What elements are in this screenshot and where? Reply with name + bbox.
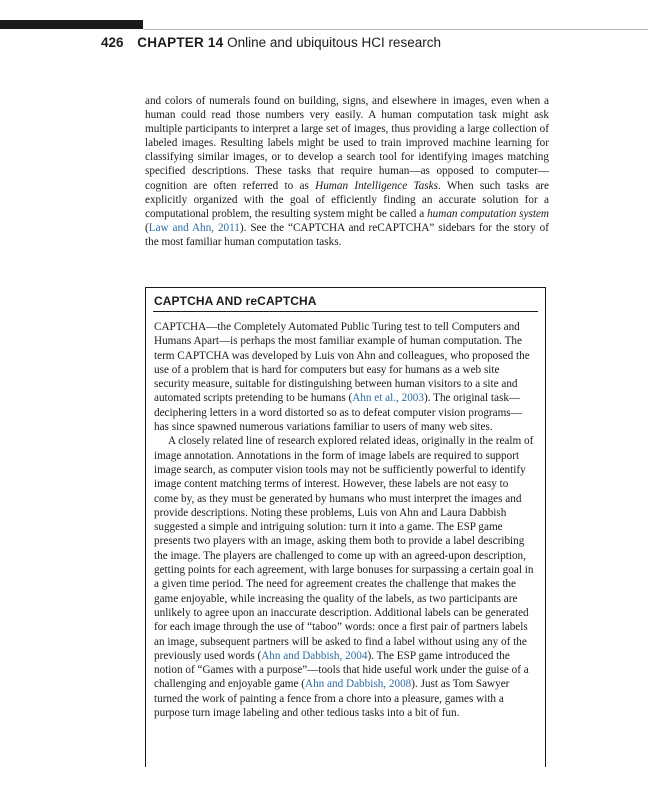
intro-text-2: . When such tasks are explicitly organized with the goal of efficiently finding an accurate solution for a computational problem, the resulting system might be called a [145,179,549,220]
sidebar-paragraph [154,320,534,434]
sidebar-divider [153,311,538,312]
header-rule [143,29,648,30]
sidebar-text: ). Just as Tom Sawyer turned the work of painting a fence from a chore into a pleasure, games with a purpose turn image labeling and other tedious tasks into a bit of fun. [154,678,510,720]
citation-link[interactable]: Law and Ahn, 2011 [148,221,240,234]
intro-text-1: and colors of numerals found on building, signs, and elsewhere in images, even when a human could read those numbers very easily. A human computation task might ask multiple participants to interpret a large set of images, thus providing a large collection of labeled images. Resulting labels might be used to train improved machine learning for classifying similar images, or to develop a search tool for identifying images matching specified descriptions. These tasks that require human—as opposed to computer—cognition are often referred to as [145,95,549,192]
chapter-label: CHAPTER 14 [137,35,224,50]
sidebar-text: ). The original task—deciphering letters in a word distorted so as to defeat computer vision programs—has since spawned numerous variations familiar to users of many web sites. [154,392,522,434]
intro-text-4: ). See the “CAPTCHA and reCAPTCHA” sidebars for the story of the most familiar human computation tasks. [145,221,549,248]
chapter-title: Online and ubiquitous HCI research [227,35,441,50]
citation-link[interactable]: Ahn and Dabbish, 2008 [304,678,412,691]
sidebar-text: A closely related line of research explored related ideas, originally in the realm of image annotation. Annotations in the form of image labels are required to support image search, as computer vision tools may not be sufficiently powerful to identify image content matching terms of interest. However, these labels are not easy to come by, as they must be generated by humans who must interpret the images and provide descriptions. Noting these problems, Luis von Ahn and Laura Dabbish suggested a simple and intriguing solution: turn it into a game. The ESP game presents two players with an image, asking them both to provide a label describing the image. The players are challenged to come up with an agreed-upon description, getting points for each agreement, with large bonuses for surpassing a certain goal in a given time period. The need for agreement creates the challenge that makes the game enjoyable, while increasing the quality of the labels, as two participants are unlikely to agree upon an inaccurate description. Additional labels can be generated for each image through the use of “taboo” words: once a first pair of partners labels an image, subsequent partners will be asked to find a label without using any of the previously used words ( [154,435,534,662]
header-bar [0,20,143,29]
intro-paragraph [145,94,549,249]
sidebar-box [145,287,546,767]
term-human-computation-system: human computation system [427,207,549,220]
sidebar-text: ). The ESP game introduced the notion of “Games with a purpose”—tools that hide useful work under the guise of a challenging and enjoyable game ( [154,649,529,691]
sidebar-title: CAPTCHA AND reCAPTCHA [154,294,317,308]
citation-link[interactable]: Ahn et al., 2003 [352,392,424,405]
page-number: 426 [101,35,124,50]
sidebar-body [154,320,534,720]
term-human-intelligence-tasks: Human Intelligence Tasks [315,179,438,192]
sidebar-text: CAPTCHA—the Completely Automated Public Turing test to tell Computers and Humans Apart—is perhaps the most familiar example of human computation. The term CAPTCHA was developed by Luis von Ahn and colleagues, who proposed the use of a problem that is hard for computers but easy for humans as a web site security measure, suitable for distinguishing between human visitors to a site and automated scripts pretending to be humans ( [154,321,530,405]
sidebar-paragraph [154,434,534,720]
running-header [101,35,441,50]
citation-link[interactable]: Ahn and Dabbish, 2004 [261,649,368,662]
intro-text-3: ( [145,221,149,234]
